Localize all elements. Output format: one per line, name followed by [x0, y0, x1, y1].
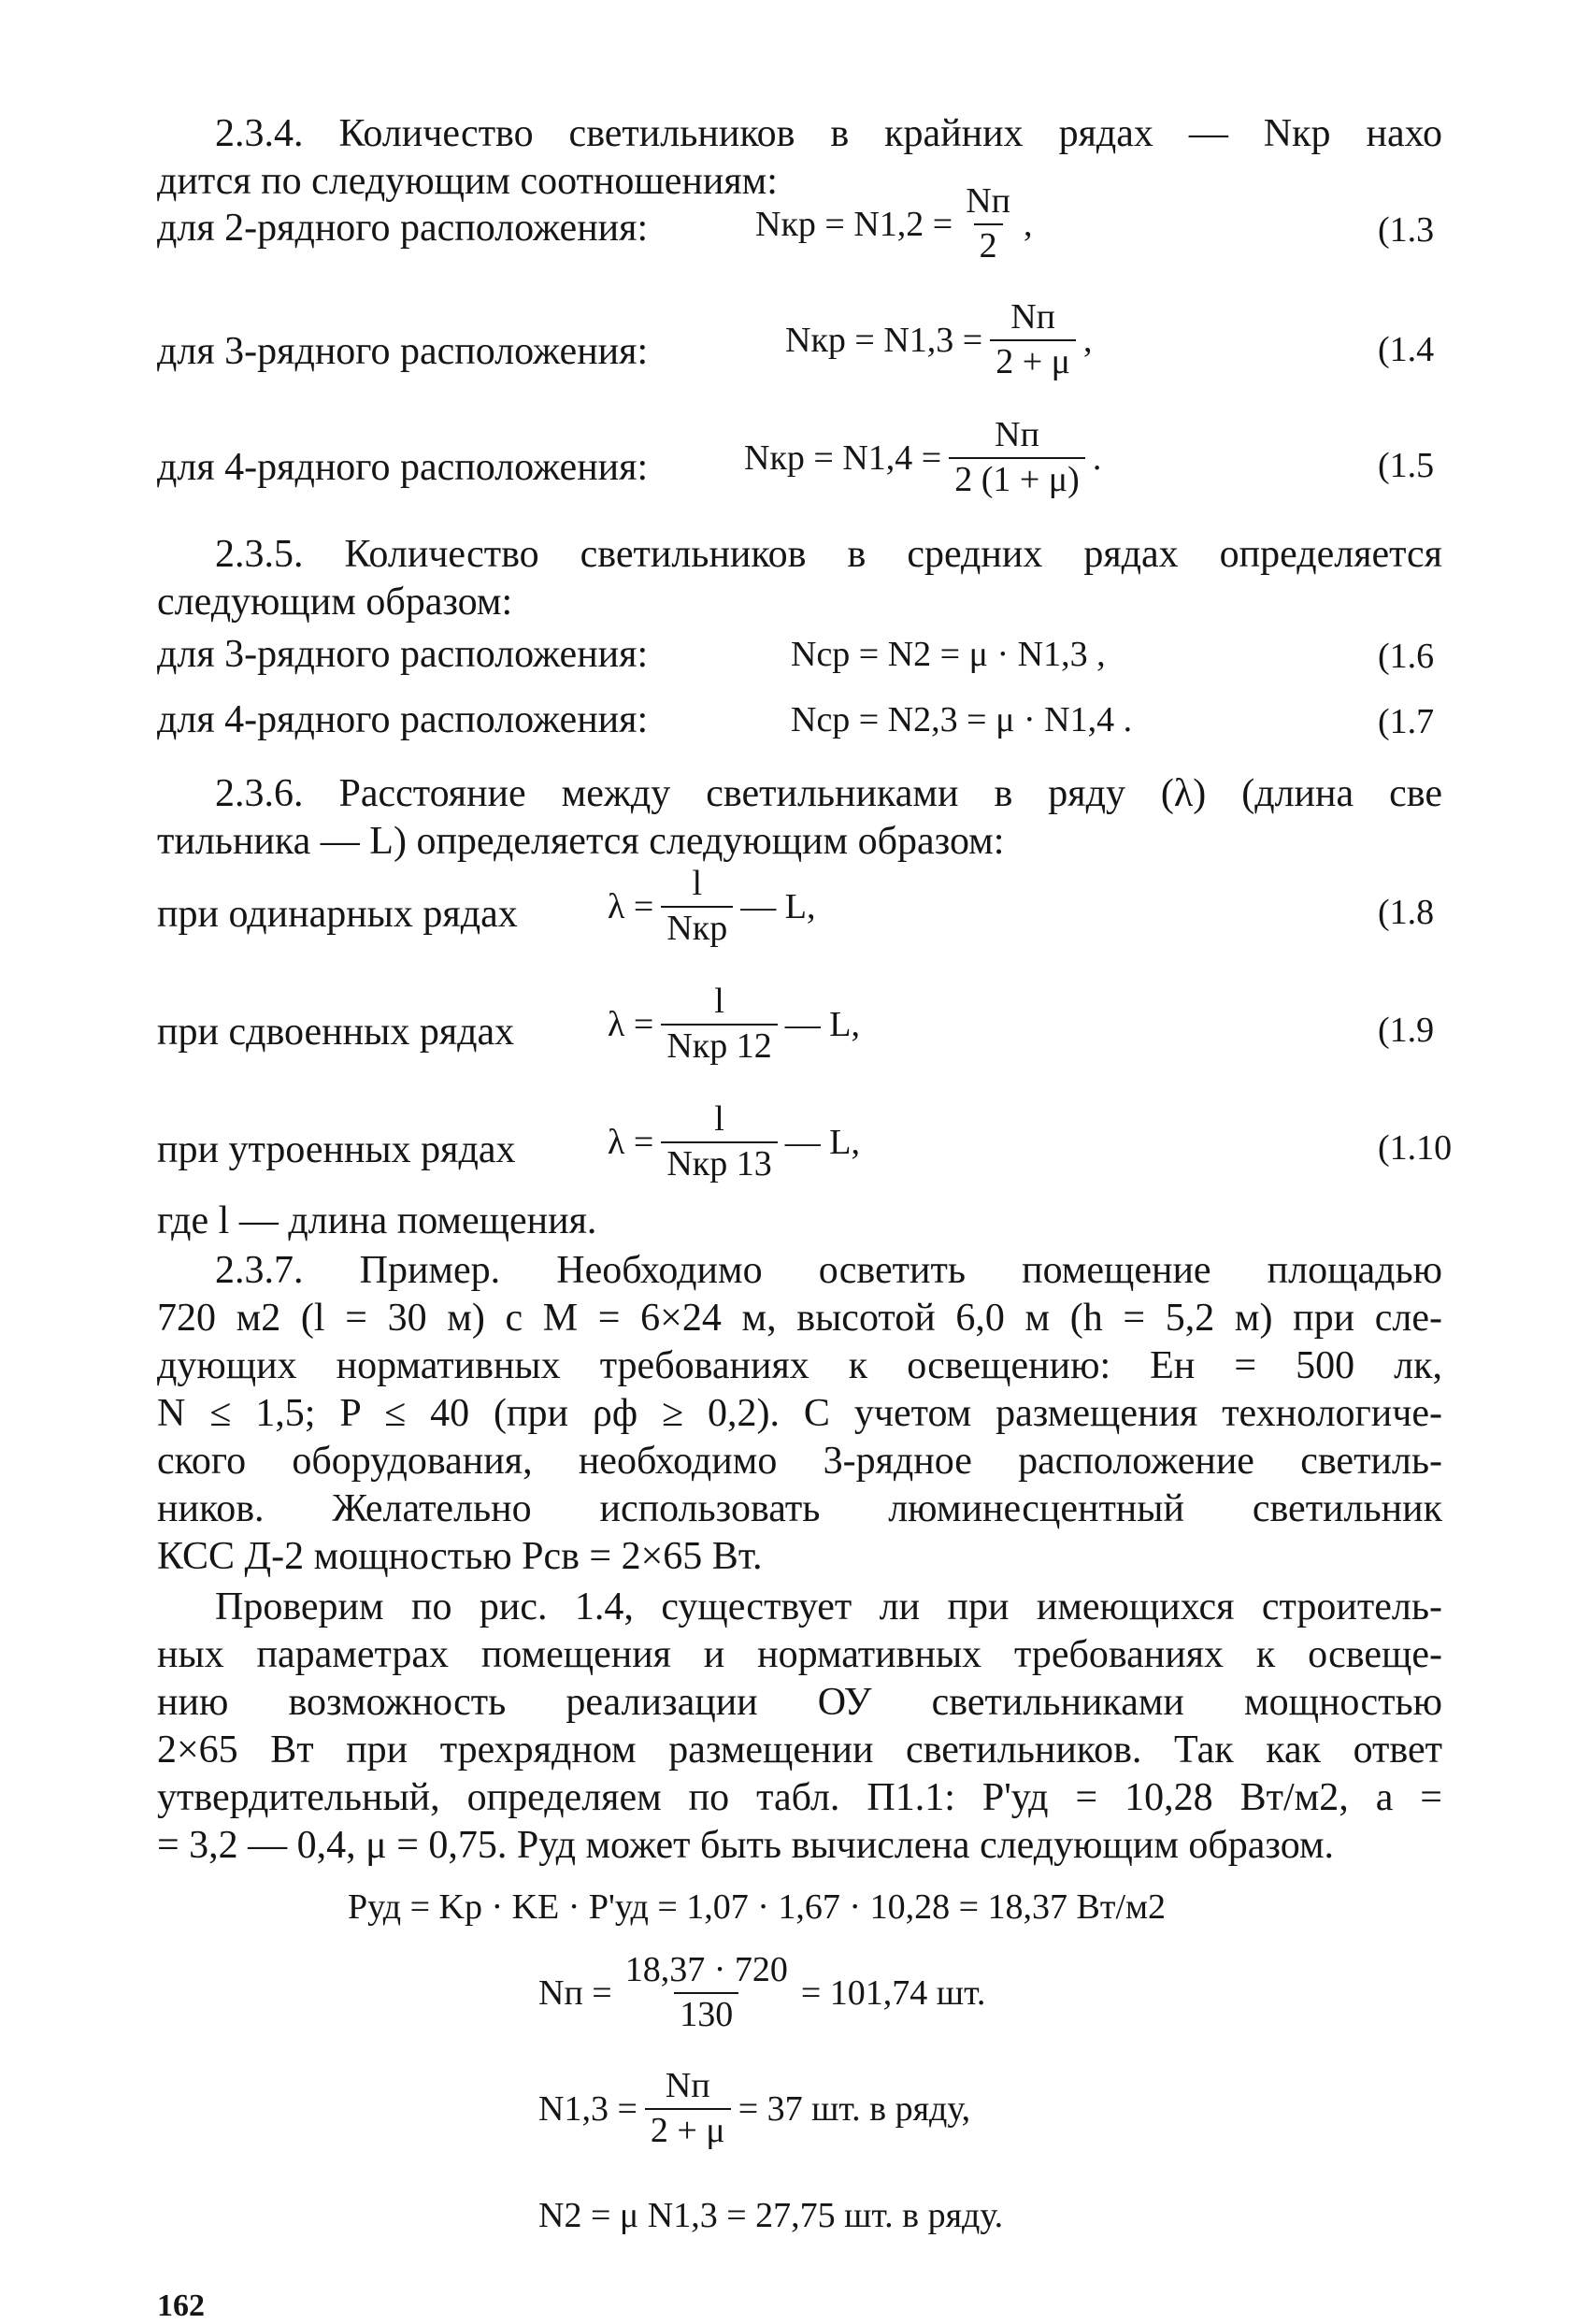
equation-number: (1.4 — [1378, 330, 1435, 369]
paragraph-line: дующих нормативных требованиях к освещению: Eн = 500 лк, — [157, 1344, 1442, 1387]
paragraph-line: ников. Желательно использовать люминесцентный светильник — [157, 1487, 1442, 1530]
formula-1-3 — [755, 183, 1033, 265]
formula-lhs: Nкр = N1,2 = — [755, 204, 953, 244]
paragraph-check — [157, 1584, 1442, 1870]
paragraph-line: N ≤ 1,5; P ≤ 40 (при ρф ≥ 0,2). С учетом размещения технологиче- — [157, 1392, 1442, 1435]
equation-number: (1.3 — [1378, 210, 1435, 250]
page-number: 162 — [157, 2288, 205, 2323]
paragraph-line: 2.3.5. Количество светильников в средних рядах определяется — [215, 533, 1442, 576]
fraction-numerator: l — [714, 1099, 724, 1139]
formula-rhs: = 101,74 шт. — [800, 1973, 986, 2013]
paragraph-line: 2.3.7. Пример. Необходимо осветить помещение площадью — [215, 1249, 1442, 1292]
paragraph-line: следующим образом: — [157, 581, 513, 624]
formula-n-2: N2 = μ N1,3 = 27,75 шт. в ряду. — [538, 2196, 1004, 2235]
equation-number: (1.8 — [1378, 893, 1435, 932]
paragraph-line: дится по следующим соотношениям: — [157, 160, 778, 203]
formula-label: для 4-рядного расположения: — [157, 446, 649, 489]
paragraph-line: 2.3.4. Количество светильников в крайних рядах — Nкр нахо — [215, 112, 1442, 155]
paragraph-2-3-5 — [157, 531, 1442, 626]
formula-1-10 — [608, 1101, 860, 1184]
paragraph-2-3-7 — [157, 1247, 1442, 1581]
formula-p-ud: Pуд = Kp · KE · P'уд = 1,07 · 1,67 · 10,28 = 18,37 Вт/м2 — [348, 1887, 1167, 1927]
where-note: где l — длина помещения. — [157, 1199, 597, 1242]
formula-lhs: λ = — [608, 1004, 654, 1044]
paragraph-2-3-6 — [157, 770, 1442, 866]
formula-label: для 2-рядного расположения: — [157, 207, 649, 250]
paragraph-line: 2×65 Вт при трехрядном размещении светильников. Так как ответ — [157, 1729, 1442, 1772]
fraction-denominator: 2 + μ — [990, 339, 1076, 381]
fraction-numerator: l — [714, 982, 724, 1021]
formula-tail: . — [1092, 438, 1102, 478]
paragraph-line: ных параметрах помещения и нормативных требованиях к освеще- — [157, 1633, 1442, 1676]
formula-1-5 — [744, 417, 1101, 499]
formula-n-p — [538, 1952, 985, 2034]
equation-number: (1.10 — [1378, 1128, 1453, 1168]
fraction-numerator: Nп — [1010, 297, 1056, 337]
formula-lhs: Nкр = N1,4 = — [744, 438, 942, 478]
fraction-numerator: l — [692, 864, 703, 903]
paragraph-line: тильника — L) определяется следующим образом: — [157, 820, 1005, 863]
formula-1-9 — [608, 983, 860, 1066]
fraction-denominator: 130 — [674, 1992, 738, 2034]
formula-label: для 3-рядного расположения: — [157, 330, 649, 373]
formula-1-6: Nср = N2 = μ · N1,3 , — [791, 635, 1106, 674]
fraction-denominator: Nкр 12 — [661, 1024, 777, 1066]
paragraph-line: ского оборудования, необходимо 3-рядное расположение светиль- — [157, 1440, 1442, 1483]
paragraph-line: = 3,2 — 0,4, μ = 0,75. Pуд может быть вычислена следующим образом. — [157, 1824, 1335, 1867]
paragraph-line: нию возможность реализации ОУ светильниками мощностью — [157, 1681, 1442, 1724]
paragraph-line: КСС Д-2 мощностью Pсв = 2×65 Вт. — [157, 1535, 763, 1578]
fraction-denominator: Nкр — [661, 906, 733, 948]
formula-lhs: Nкр = N1,3 = — [785, 320, 983, 360]
formula-label: при утроенных рядах — [157, 1128, 516, 1171]
fraction-numerator: Nп — [966, 181, 1010, 221]
formula-tail: — L, — [784, 1122, 860, 1162]
formula-tail: — L, — [740, 886, 816, 926]
formula-tail: , — [1024, 204, 1033, 244]
paragraph-line: утвердительный, определяем по табл. П1.1: P'уд = 10,28 Вт/м2, a = — [157, 1776, 1442, 1819]
equation-number: (1.5 — [1378, 446, 1435, 485]
formula-lhs: N1,3 = — [538, 2088, 637, 2129]
formula-rhs: = 37 шт. в ряду, — [738, 2088, 971, 2129]
fraction-denominator: 2 + μ — [645, 2108, 731, 2150]
fraction-denominator: 2 (1 + μ) — [949, 457, 1085, 499]
formula-tail: — L, — [784, 1004, 860, 1044]
formula-1-4 — [785, 299, 1093, 381]
paragraph-line: 2.3.6. Расстояние между светильниками в ряду (λ) (длина све — [215, 772, 1442, 815]
equation-number: (1.6 — [1378, 637, 1435, 676]
fraction-denominator: 2 — [974, 223, 1003, 265]
fraction-numerator: Nп — [995, 415, 1039, 454]
formula-label: при сдвоенных рядах — [157, 1011, 515, 1054]
formula-n-1-3 — [538, 2068, 970, 2150]
formula-1-7: Nср = N2,3 = μ · N1,4 . — [791, 700, 1133, 739]
formula-1-8 — [608, 866, 815, 948]
formula-tail: , — [1083, 320, 1093, 360]
formula-lhs: Nп = — [538, 1973, 612, 2013]
paragraph-line: Проверим по рис. 1.4, существует ли при имеющихся строитель- — [215, 1585, 1442, 1628]
formula-lhs: λ = — [608, 1122, 654, 1162]
formula-lhs: λ = — [608, 886, 654, 926]
formula-label: для 4-рядного расположения: — [157, 698, 649, 741]
formula-label: при одинарных рядах — [157, 893, 518, 936]
fraction-numerator: 18,37 · 720 — [624, 1950, 788, 1989]
equation-number: (1.9 — [1378, 1011, 1435, 1050]
formula-label: для 3-рядного расположения: — [157, 633, 649, 676]
fraction-numerator: Nп — [665, 2066, 710, 2105]
equation-number: (1.7 — [1378, 702, 1435, 741]
fraction-denominator: Nкр 13 — [661, 1141, 777, 1184]
paragraph-line: 720 м2 (l = 30 м) с M = 6×24 м, высотой 6,0 м (h = 5,2 м) при сле- — [157, 1297, 1442, 1340]
